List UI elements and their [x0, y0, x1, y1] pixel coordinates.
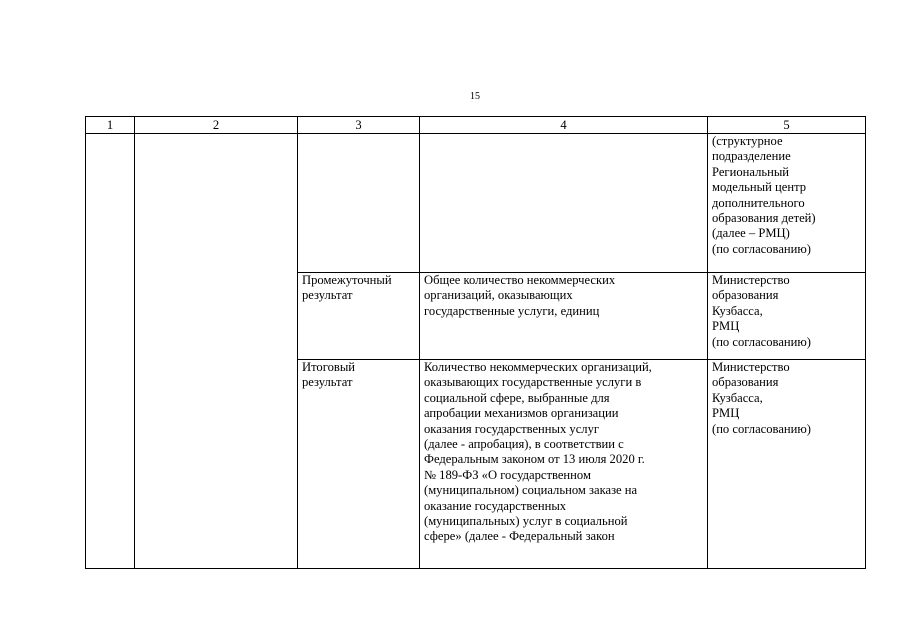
responsible-text: Министерство образования Кузбасса, РМЦ (по согласованию)	[712, 273, 812, 349]
table-cell-col3	[298, 134, 420, 273]
column-header-3: 3	[298, 117, 420, 134]
result-type-text: Итоговый результат	[302, 360, 356, 390]
responsible-text: Министерство образования Кузбасса, РМЦ (по согласованию)	[712, 360, 812, 436]
column-header-4: 4	[420, 117, 708, 134]
table-cell-col2	[135, 134, 298, 569]
table-cell-col4	[420, 273, 708, 360]
table-cell-col3	[298, 273, 420, 360]
document-table	[85, 116, 866, 569]
table-cell-col5	[708, 273, 866, 360]
table-cell-col5	[708, 134, 866, 273]
indicator-text: Общее количество некоммерческих организаций, оказывающих государственные услуги, единиц	[424, 273, 616, 318]
table-cell-col5	[708, 360, 866, 569]
indicator-text: Количество некоммерческих организаций, оказывающих государственные услуги в социальной сфере, выбранные для апробации механизмов организации оказания государственных услуг (далее - апробация), в соответствии с Федеральным законом от 13 июля 2020 г. № 189-ФЗ «О государственном (муниципальном) социальном заказе на оказание государственных (муниципальных) услуг в социальной сфере» (далее - Федеральный закон	[424, 360, 652, 544]
table-row	[86, 134, 866, 273]
table-header-row	[86, 117, 866, 134]
table-cell-col4	[420, 134, 708, 273]
table-cell-col1	[86, 134, 135, 569]
column-header-5: 5	[708, 117, 866, 134]
column-header-2: 2	[135, 117, 298, 134]
table-cell-col3	[298, 360, 420, 569]
page-number: 15	[470, 91, 480, 102]
column-header-1: 1	[86, 117, 135, 134]
responsible-text: (структурное подразделение Региональный модельный центр дополнительного образования детей) (далее – РМЦ) (по согласованию)	[712, 134, 816, 256]
result-type-text: Промежуточный результат	[302, 273, 392, 303]
table-cell-col4	[420, 360, 708, 569]
